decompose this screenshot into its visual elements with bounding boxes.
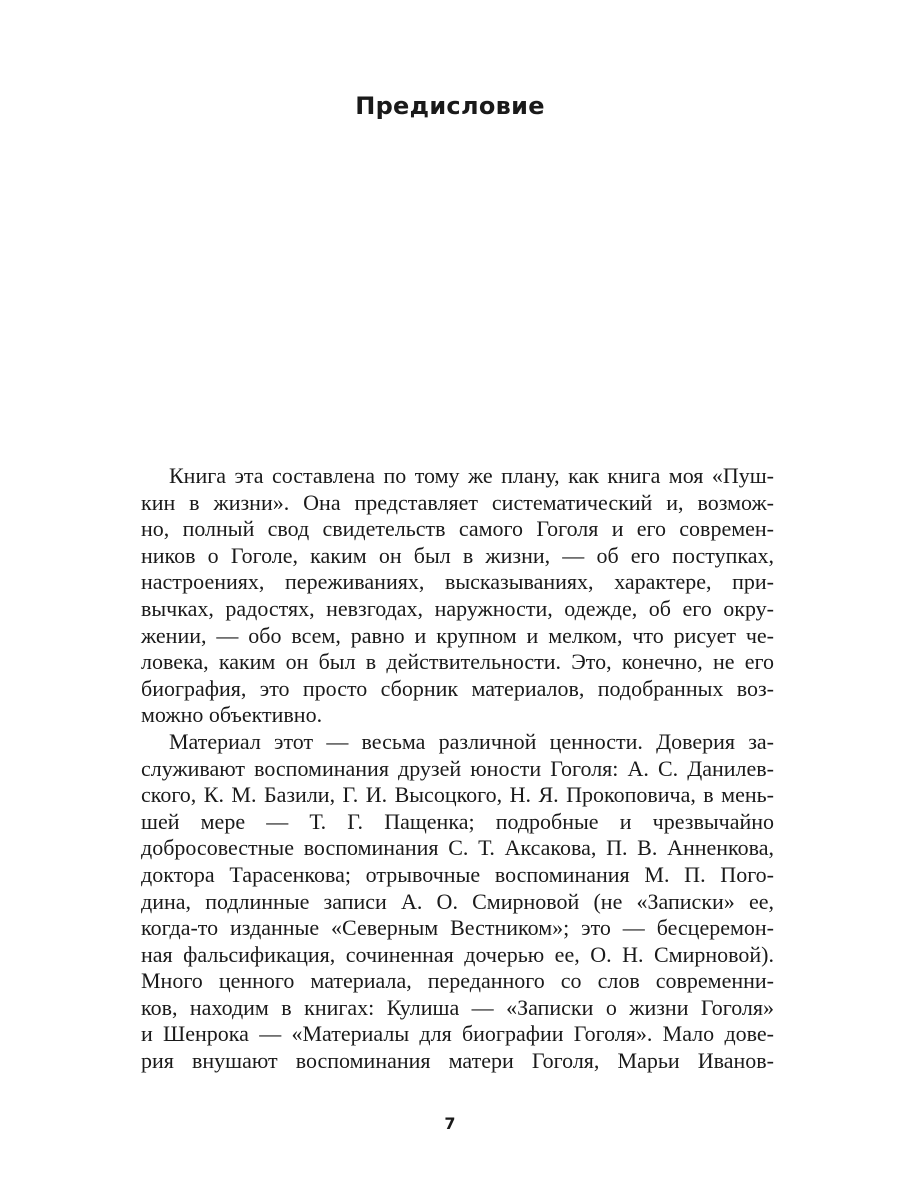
text-line: доктора Тарасенкова; отрывочные воспоминания М. П. Пого- xyxy=(141,861,774,887)
text-line: Книга эта составлена по тому же плану, как книга моя «Пуш- xyxy=(169,463,774,488)
text-line: ная фальсификация, сочиненная дочерью ее, О. Н. Смирновой). xyxy=(141,941,774,967)
text-line: рия внушают воспоминания матери Гоголя, Марьи Иванов- xyxy=(141,1048,774,1074)
text-line: биография, это просто сборник материалов, подобранных воз- xyxy=(141,675,774,701)
text-line: служивают воспоминания друзей юности Гоголя: А. С. Данилев- xyxy=(141,755,774,781)
text-line: можно объективно. xyxy=(141,702,323,728)
text-line: ников о Гоголе, каким он был в жизни, — об его поступках, xyxy=(141,542,774,568)
text-line: ков, находим в книгах: Кулиша — «Записки о жизни Гоголя» xyxy=(141,994,774,1020)
text-line: когда-то изданные «Северным Вестником»; это — бесцеремон- xyxy=(141,915,774,941)
text-line: и Шенрока — «Материалы для биографии Гоголя». Мало дове- xyxy=(141,1021,774,1047)
text-line: настроениях, переживаниях, высказываниях, характере, при- xyxy=(141,569,774,595)
text-line: Много ценного материала, переданного со слов современни- xyxy=(141,968,774,994)
text-line: но, полный свод свидетельств самого Гоголя и его современ- xyxy=(141,516,774,542)
paragraph-2 xyxy=(141,729,774,1075)
text-line: жении, — обо всем, равно и крупном и мелком, что рисует че- xyxy=(141,622,774,648)
body-text xyxy=(141,463,774,1075)
text-line: дина, подлинные записи А. О. Смирновой (не «Записки» ее, xyxy=(141,888,774,914)
text-line: вычках, радостях, невзгодах, наружности, одежде, об его окру- xyxy=(141,595,774,621)
text-line: ского, К. М. Базили, Г. И. Высоцкого, Н. Я. Прокоповича, в мень- xyxy=(141,782,774,808)
page-number: 7 xyxy=(444,1114,456,1133)
page-title: Предисловие xyxy=(355,92,545,120)
text-line: добросовестные воспоминания С. Т. Аксакова, П. В. Анненкова, xyxy=(141,835,774,861)
text-line: Материал этот — весьма различной ценности. Доверия за- xyxy=(169,728,774,754)
paragraph-1 xyxy=(141,463,774,729)
text-line: кин в жизни». Она представляет систематический и, возмож- xyxy=(141,489,774,515)
text-line: шей мере — Т. Г. Пащенка; подробные и чрезвычайно xyxy=(141,808,774,834)
text-line: ловека, каким он был в действительности. Это, конечно, не его xyxy=(141,649,774,675)
